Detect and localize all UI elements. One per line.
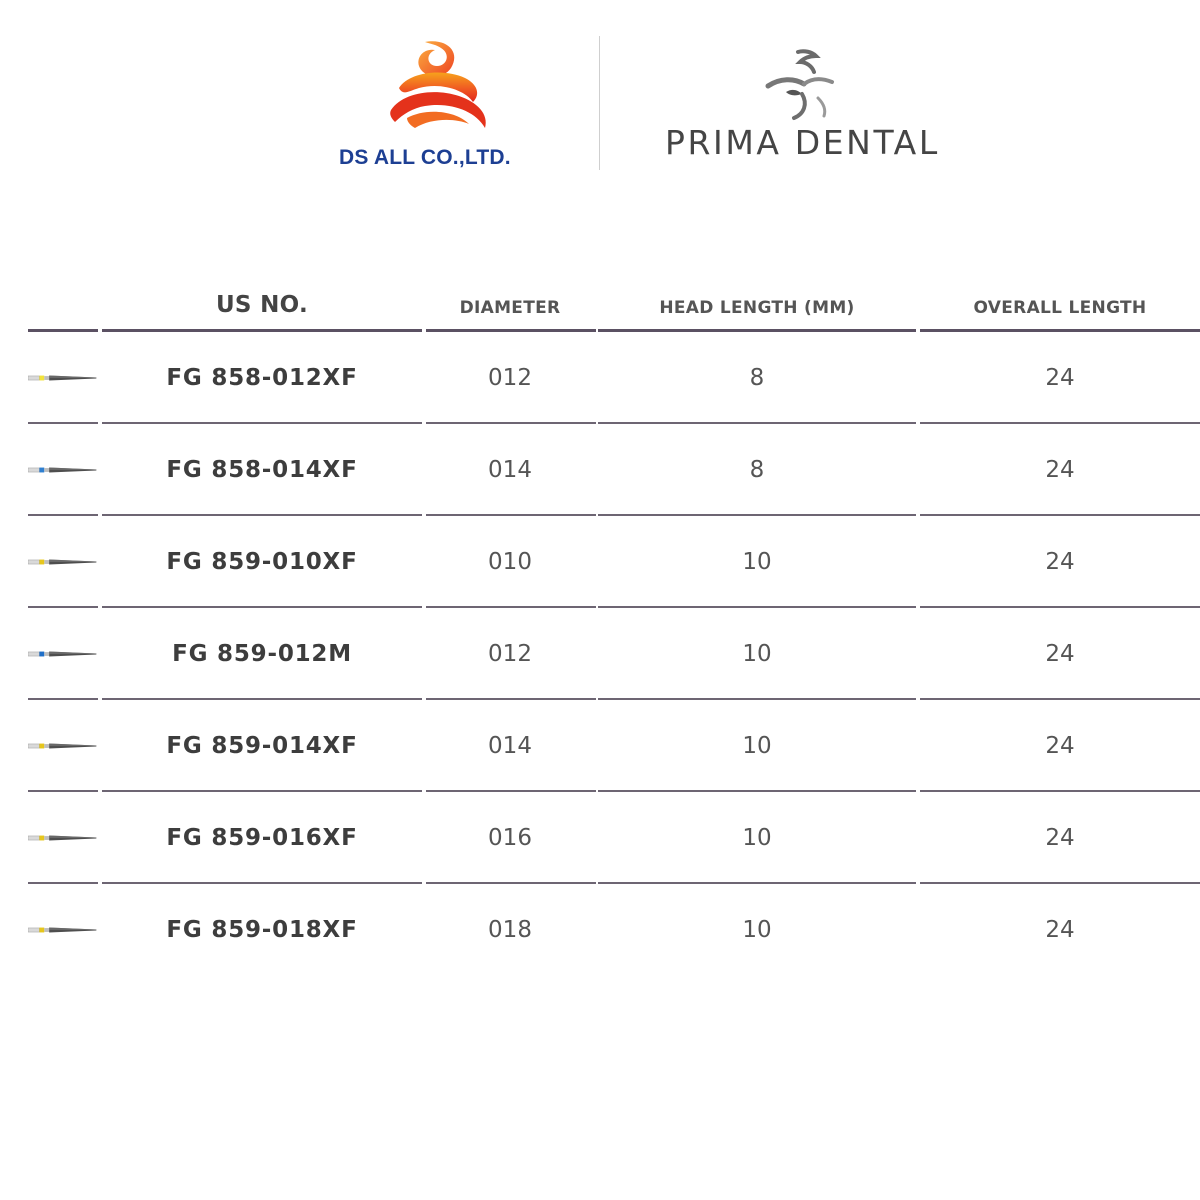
us-no-value: FG 859-014XF bbox=[166, 733, 358, 759]
overall-length-value: 24 bbox=[1045, 549, 1075, 575]
header-us-no bbox=[102, 270, 422, 332]
head-length-value: 8 bbox=[749, 457, 765, 483]
diameter-value: 016 bbox=[488, 825, 532, 851]
bur-icon bbox=[28, 464, 98, 476]
head-length-value: 8 bbox=[749, 365, 765, 391]
us-no-value: FG 859-016XF bbox=[166, 825, 358, 851]
header-head-length bbox=[598, 270, 916, 332]
bur-icon bbox=[28, 740, 98, 752]
overall-length-cell bbox=[920, 608, 1200, 700]
prima-dental-logo bbox=[660, 40, 960, 180]
us-no-value: FG 858-014XF bbox=[166, 457, 358, 483]
overall-length-value: 24 bbox=[1045, 733, 1075, 759]
bur-icon bbox=[28, 648, 98, 660]
table-row bbox=[0, 884, 1200, 976]
overall-length-cell bbox=[920, 884, 1200, 976]
bur-image-cell bbox=[28, 516, 98, 608]
diameter-value: 018 bbox=[488, 917, 532, 943]
ds-all-logo bbox=[330, 30, 550, 180]
us-no-cell bbox=[102, 608, 422, 700]
prima-dental-face-icon bbox=[760, 48, 840, 122]
head-length-value: 10 bbox=[742, 917, 772, 943]
header-image-cell bbox=[28, 270, 98, 332]
header-overall-length-label: OVERALL LENGTH bbox=[973, 298, 1147, 318]
us-no-value: FG 859-010XF bbox=[166, 549, 358, 575]
head-length-value: 10 bbox=[742, 825, 772, 851]
table-row bbox=[0, 700, 1200, 792]
head-length-cell bbox=[598, 516, 916, 608]
bur-image-cell bbox=[28, 884, 98, 976]
us-no-cell bbox=[102, 332, 422, 424]
header-diameter-label: DIAMETER bbox=[459, 298, 561, 318]
head-length-cell bbox=[598, 608, 916, 700]
us-no-value: FG 859-012M bbox=[172, 641, 352, 667]
overall-length-cell bbox=[920, 792, 1200, 884]
us-no-cell bbox=[102, 884, 422, 976]
overall-length-value: 24 bbox=[1045, 825, 1075, 851]
table-row bbox=[0, 516, 1200, 608]
bur-icon bbox=[28, 556, 98, 568]
table-row bbox=[0, 332, 1200, 424]
us-no-cell bbox=[102, 516, 422, 608]
bur-icon bbox=[28, 924, 98, 936]
bur-image-cell bbox=[28, 608, 98, 700]
overall-length-cell bbox=[920, 700, 1200, 792]
overall-length-value: 24 bbox=[1045, 457, 1075, 483]
overall-length-value: 24 bbox=[1045, 365, 1075, 391]
diameter-value: 014 bbox=[488, 733, 532, 759]
prima-dental-logo-text: PRIMA DENTAL bbox=[665, 123, 940, 162]
table-row bbox=[0, 792, 1200, 884]
diameter-cell bbox=[424, 884, 596, 976]
head-length-value: 10 bbox=[742, 641, 772, 667]
header-diameter bbox=[424, 270, 596, 332]
bur-icon bbox=[28, 832, 98, 844]
diameter-value: 014 bbox=[488, 457, 532, 483]
diameter-cell bbox=[424, 700, 596, 792]
us-no-value: FG 858-012XF bbox=[166, 365, 358, 391]
header-overall-length bbox=[920, 270, 1200, 332]
diameter-cell bbox=[424, 516, 596, 608]
bur-image-cell bbox=[28, 332, 98, 424]
bur-image-cell bbox=[28, 700, 98, 792]
table-body bbox=[0, 332, 1200, 976]
overall-length-value: 24 bbox=[1045, 641, 1075, 667]
logo-divider bbox=[599, 36, 600, 170]
header-us-no-label: US NO. bbox=[215, 292, 309, 318]
head-length-cell bbox=[598, 332, 916, 424]
ds-all-logo-text: DS ALL CO.,LTD. bbox=[339, 146, 511, 169]
overall-length-cell bbox=[920, 332, 1200, 424]
us-no-cell bbox=[102, 700, 422, 792]
diameter-cell bbox=[424, 424, 596, 516]
diameter-value: 012 bbox=[488, 641, 532, 667]
diameter-cell bbox=[424, 332, 596, 424]
head-length-cell bbox=[598, 884, 916, 976]
head-length-value: 10 bbox=[742, 549, 772, 575]
us-no-value: FG 859-018XF bbox=[166, 917, 358, 943]
head-length-cell bbox=[598, 424, 916, 516]
table-header-row bbox=[0, 270, 1200, 332]
overall-length-value: 24 bbox=[1045, 917, 1075, 943]
header-head-length-label: HEAD LENGTH (MM) bbox=[659, 298, 855, 318]
head-length-value: 10 bbox=[742, 733, 772, 759]
bur-spec-table bbox=[0, 270, 1200, 976]
ds-all-flame-icon bbox=[385, 38, 495, 134]
bur-image-cell bbox=[28, 424, 98, 516]
table-row bbox=[0, 424, 1200, 516]
bur-icon bbox=[28, 372, 98, 384]
us-no-cell bbox=[102, 792, 422, 884]
head-length-cell bbox=[598, 792, 916, 884]
table-row bbox=[0, 608, 1200, 700]
diameter-value: 010 bbox=[488, 549, 532, 575]
diameter-cell bbox=[424, 608, 596, 700]
diameter-cell bbox=[424, 792, 596, 884]
us-no-cell bbox=[102, 424, 422, 516]
overall-length-cell bbox=[920, 424, 1200, 516]
overall-length-cell bbox=[920, 516, 1200, 608]
head-length-cell bbox=[598, 700, 916, 792]
bur-image-cell bbox=[28, 792, 98, 884]
diameter-value: 012 bbox=[488, 365, 532, 391]
